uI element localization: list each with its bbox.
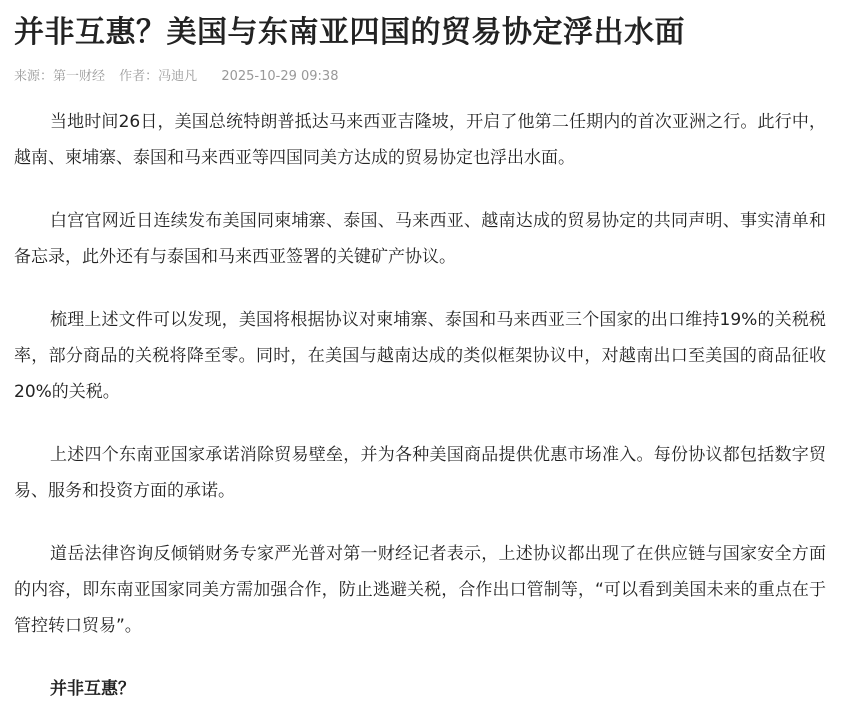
publish-datetime: 2025-10-29 09:38 [221, 69, 339, 84]
source-label: 来源：第一财经 [14, 69, 106, 84]
author-label: 作者：冯迪凡 [119, 69, 198, 84]
article-body [14, 104, 826, 707]
paragraph: 道岳法律咨询反倾销财务专家严光普对第一财经记者表示，上述协议都出现了在供应链与国家安全方面的内容，即东南亚国家同美方需加强合作，防止逃避关税，合作出口管制等，“可以看到美国未来的重点在于管控转口贸易”。 [14, 544, 826, 636]
article-meta [14, 68, 826, 86]
paragraph: 梳理上述文件可以发现，美国将根据协议对柬埔寨、泰国和马来西亚三个国家的出口维持19%的关税税率，部分商品的关税将降至零。同时，在美国与越南达成的类似框架协议中，对越南出口至美国的商品征收20%的关税。 [14, 310, 826, 402]
paragraph: 当地时间26日，美国总统特朗普抵达马来西亚吉隆坡，开启了他第二任期内的首次亚洲之行。此行中，越南、柬埔寨、泰国和马来西亚等四国同美方达成的贸易协定也浮出水面。 [14, 112, 826, 168]
paragraph: 上述四个东南亚国家承诺消除贸易壁垒，并为各种美国商品提供优惠市场准入。每份协议都包括数字贸易、服务和投资方面的承诺。 [14, 445, 826, 501]
article [14, 0, 826, 707]
article-title: 并非互惠？美国与东南亚四国的贸易协定浮出水面 [14, 15, 685, 50]
section-subheading: 并非互惠？ [50, 679, 135, 699]
paragraph: 白宫官网近日连续发布美国同柬埔寨、泰国、马来西亚、越南达成的贸易协定的共同声明、事实清单和备忘录，此外还有与泰国和马来西亚签署的关键矿产协议。 [14, 211, 826, 267]
